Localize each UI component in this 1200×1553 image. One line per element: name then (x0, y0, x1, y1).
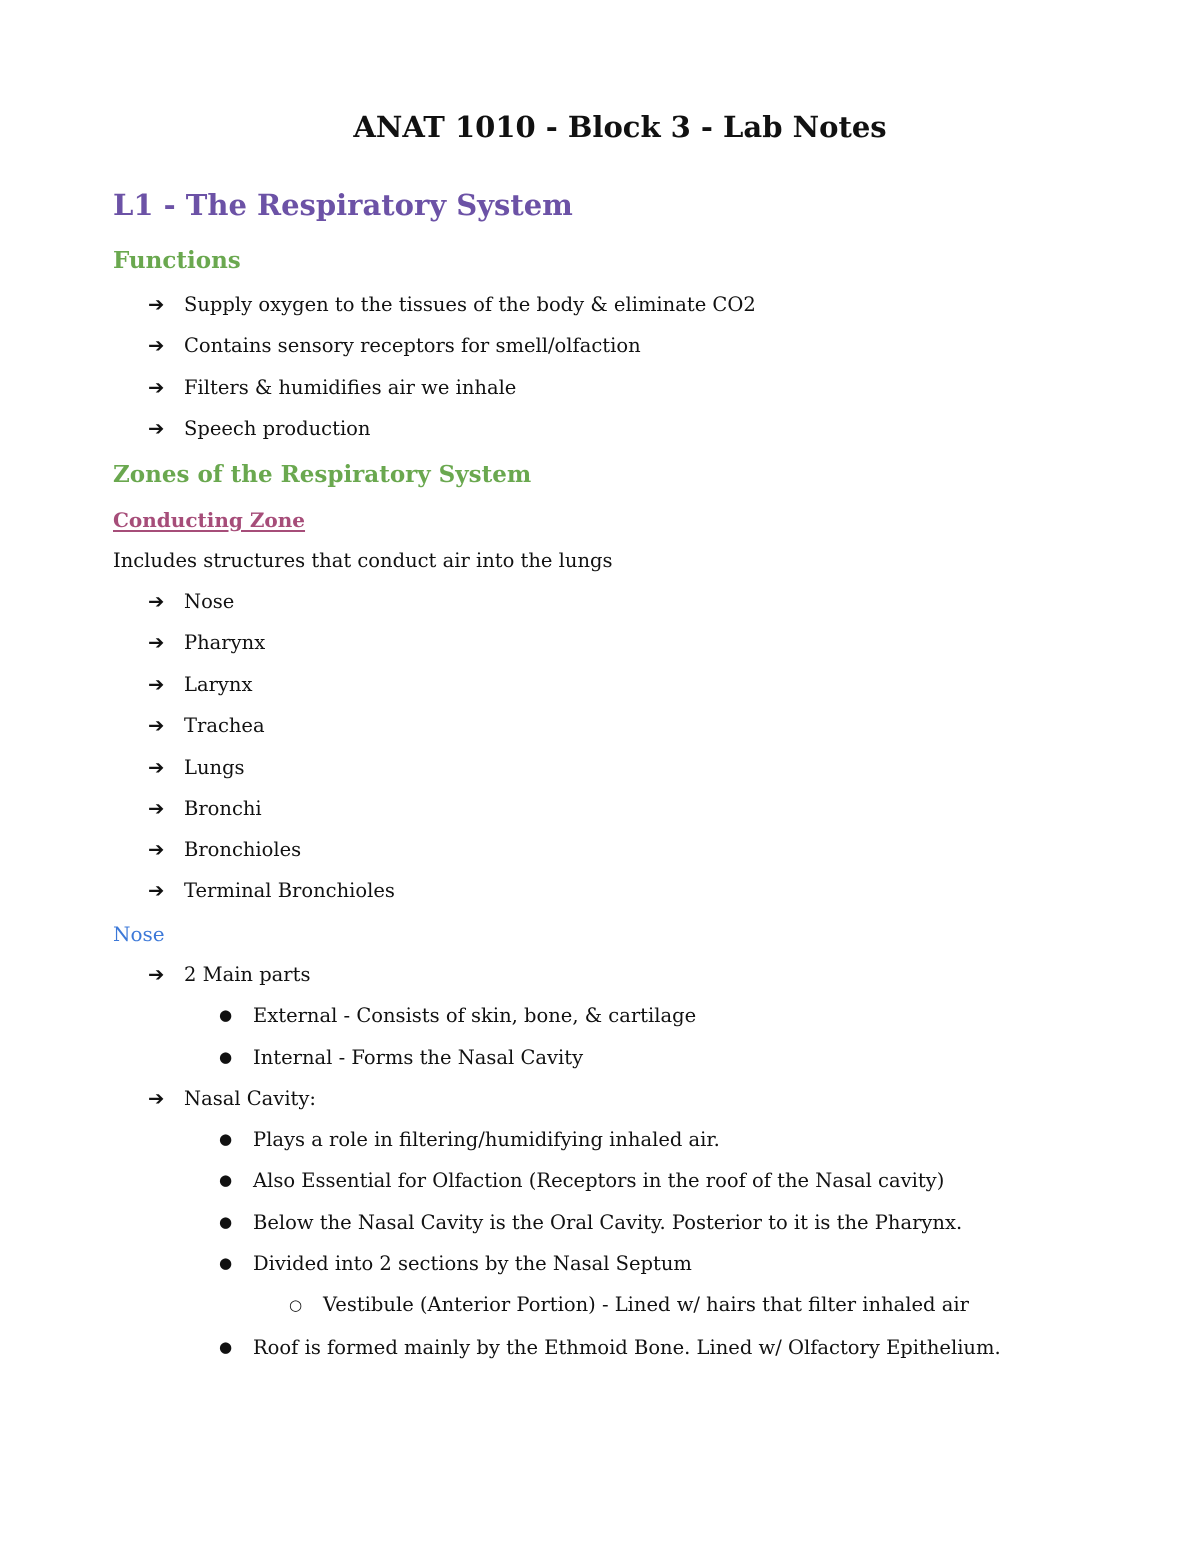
arrow-icon: ➔ (148, 963, 165, 986)
arrow-icon: ➔ (148, 797, 165, 820)
document-title: ANAT 1010 - Block 3 - Lab Notes (353, 110, 887, 144)
list-item: ➔ Bronchioles (148, 838, 302, 861)
arrow-icon: ➔ (148, 376, 165, 399)
functions-heading: Functions (113, 247, 241, 274)
arrow-icon: ➔ (148, 879, 165, 902)
list-item: ● Divided into 2 sections by the Nasal Septum (219, 1252, 692, 1275)
arrow-icon: ➔ (148, 1087, 165, 1110)
list-item: ● Plays a role in filtering/humidifying inhaled air. (219, 1128, 720, 1151)
list-item: ➔ Pharynx (148, 631, 266, 654)
list-item: ● Roof is formed mainly by the Ethmoid Bone. Lined w/ Olfactory Epithelium. (219, 1336, 1001, 1359)
list-item: ● Also Essential for Olfaction (Receptors in the roof of the Nasal cavity) (219, 1169, 945, 1192)
conducting-zone-intro: Includes structures that conduct air into the lungs (113, 549, 613, 572)
bullet-icon: ● (219, 1338, 233, 1356)
list-item: ➔ Filters & humidifies air we inhale (148, 376, 517, 399)
list-item: ● Below the Nasal Cavity is the Oral Cavity. Posterior to it is the Pharynx. (219, 1211, 963, 1234)
zones-heading: Zones of the Respiratory System (113, 461, 532, 488)
list-item: ➔ Terminal Bronchioles (148, 879, 395, 902)
bullet-icon: ● (219, 1254, 233, 1272)
bullet-icon: ● (219, 1006, 233, 1024)
list-item: ➔ Trachea (148, 714, 265, 737)
bullet-icon: ● (219, 1213, 233, 1231)
conducting-zone-heading: Conducting Zone (113, 508, 306, 532)
circle-bullet-icon: ○ (289, 1296, 303, 1314)
list-item: ➔ 2 Main parts (148, 963, 311, 986)
arrow-icon: ➔ (148, 293, 165, 316)
arrow-icon: ➔ (148, 590, 165, 613)
list-item: ➔ Nasal Cavity: (148, 1087, 316, 1110)
list-item: ➔ Larynx (148, 673, 253, 696)
list-item: ➔ Nose (148, 590, 235, 613)
list-item: ● External - Consists of skin, bone, & cartilage (219, 1004, 697, 1027)
arrow-icon: ➔ (148, 631, 165, 654)
section-heading: L1 - The Respiratory System (113, 188, 573, 222)
arrow-icon: ➔ (148, 673, 165, 696)
arrow-icon: ➔ (148, 756, 165, 779)
arrow-icon: ➔ (148, 714, 165, 737)
arrow-icon: ➔ (148, 334, 165, 357)
list-item: ➔ Speech production (148, 417, 371, 440)
list-item: ➔ Bronchi (148, 797, 262, 820)
bullet-icon: ● (219, 1130, 233, 1148)
bullet-icon: ● (219, 1171, 233, 1189)
bullet-icon: ● (219, 1048, 233, 1066)
list-item: ● Internal - Forms the Nasal Cavity (219, 1046, 584, 1069)
nose-heading: Nose (113, 922, 165, 946)
list-item: ➔ Contains sensory receptors for smell/olfaction (148, 334, 641, 357)
list-item: ○ Vestibule (Anterior Portion) - Lined w/ hairs that filter inhaled air (289, 1293, 969, 1316)
arrow-icon: ➔ (148, 417, 165, 440)
list-item: ➔ Lungs (148, 756, 245, 779)
list-item: ➔ Supply oxygen to the tissues of the body & eliminate CO2 (148, 293, 756, 316)
arrow-icon: ➔ (148, 838, 165, 861)
